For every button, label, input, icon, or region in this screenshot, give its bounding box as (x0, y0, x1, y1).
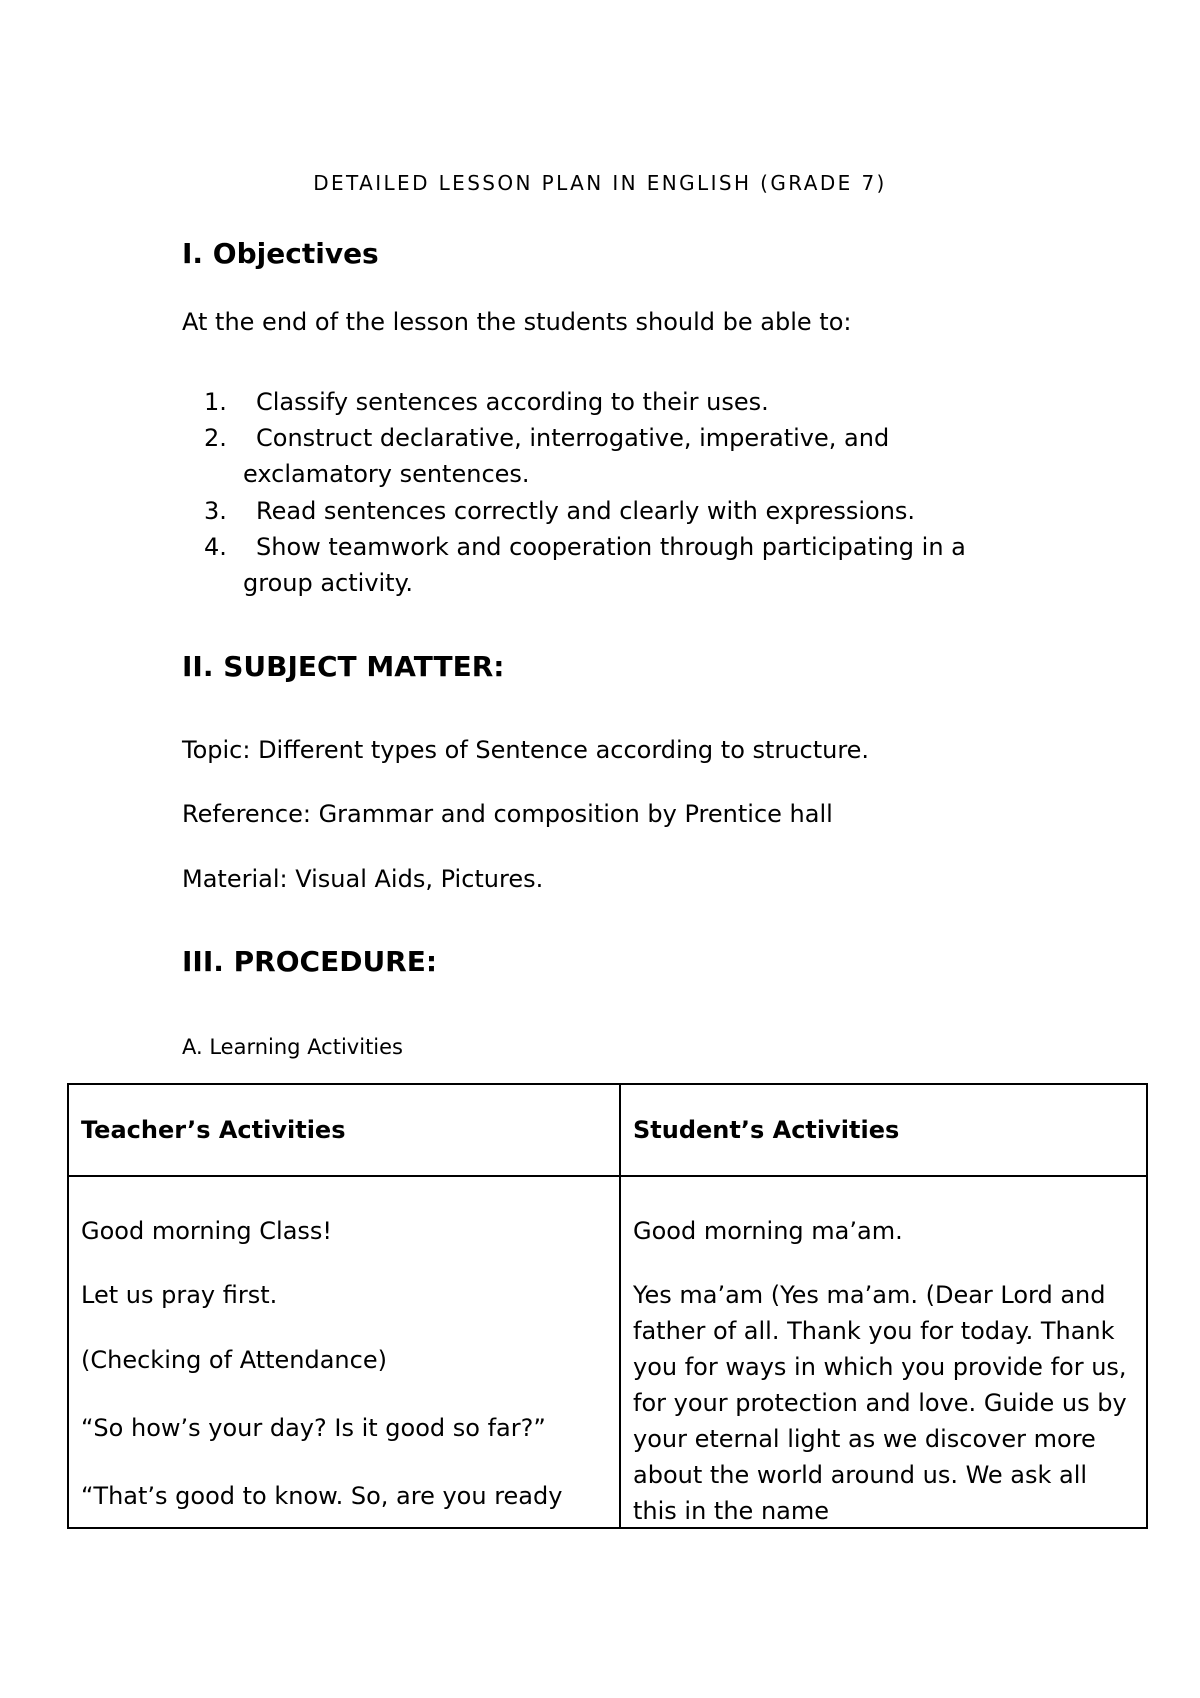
activities-table (67, 1083, 1148, 1529)
objective-text-continued: group activity. (243, 569, 414, 597)
objective-number: 4. (204, 533, 227, 561)
objective-text: Construct declarative, interrogative, imperative, and (256, 424, 890, 452)
teacher-line: (Checking of Attendance) (81, 1346, 387, 1374)
teacher-line: Let us pray first. (81, 1281, 278, 1309)
learning-activities-subheading: A. Learning Activities (182, 1035, 403, 1059)
objectives-intro: At the end of the lesson the students should be able to: (182, 308, 852, 336)
student-prayer-paragraph: Yes ma’am (Yes ma’am. (Dear Lord and father of all. Thank you for today. Thank you for ways in which you provide for us, for your protection and love. Guide us by your eternal light as we discover more about the world around us. We ask all this in the name (633, 1281, 1127, 1525)
subject-reference: Reference: Grammar and composition by Prentice hall (182, 800, 833, 828)
teacher-line: Good morning Class! (81, 1217, 333, 1245)
objective-number: 1. (204, 388, 227, 416)
objective-text: Classify sentences according to their uses. (256, 388, 769, 416)
teacher-line: “That’s good to know. So, are you ready (81, 1482, 563, 1510)
table-row (68, 1176, 1147, 1528)
document-title: DETAILED LESSON PLAN IN ENGLISH (GRADE 7) (313, 171, 887, 195)
teacher-activities-header: Teacher’s Activities (68, 1084, 620, 1176)
objective-number: 2. (204, 424, 227, 452)
student-activities-cell (620, 1176, 1147, 1528)
objective-text-continued: exclamatory sentences. (243, 460, 530, 488)
objective-text: Read sentences correctly and clearly with expressions. (256, 497, 916, 525)
teacher-activities-cell (68, 1176, 620, 1528)
procedure-heading: III. PROCEDURE: (182, 945, 438, 978)
objectives-heading: I. Objectives (182, 237, 379, 270)
student-line: Good morning ma’am. (633, 1217, 903, 1245)
subject-matter-heading: II. SUBJECT MATTER: (182, 650, 505, 683)
subject-topic: Topic: Different types of Sentence according to structure. (182, 736, 870, 764)
objective-text: Show teamwork and cooperation through participating in a (256, 533, 966, 561)
table-header-row (68, 1084, 1147, 1176)
student-activities-header: Student’s Activities (620, 1084, 1147, 1176)
subject-material: Material: Visual Aids, Pictures. (182, 865, 544, 893)
teacher-line: “So how’s your day? Is it good so far?” (81, 1414, 546, 1442)
objective-number: 3. (204, 497, 227, 525)
